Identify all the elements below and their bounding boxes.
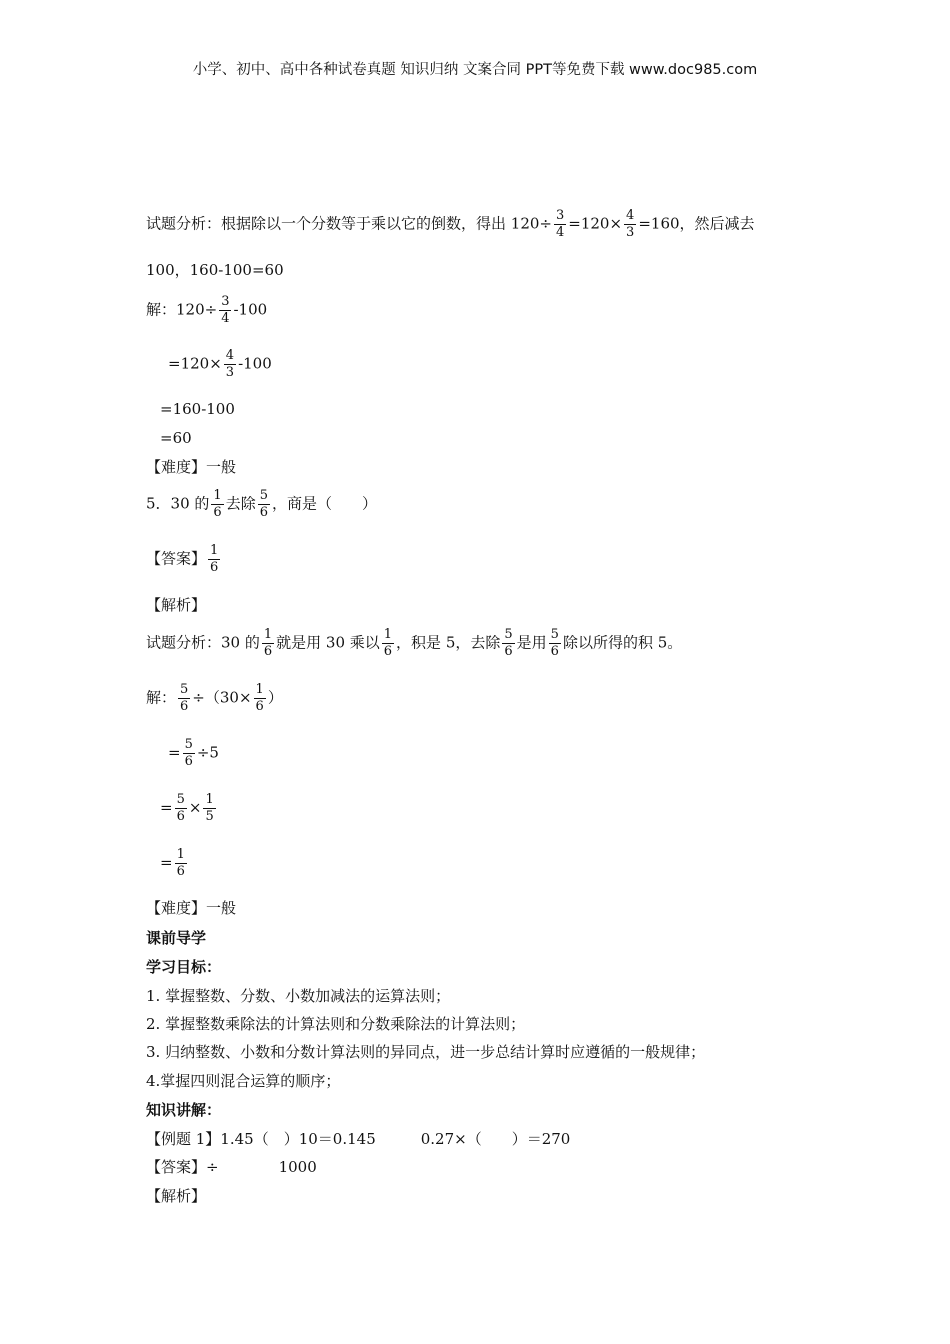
text: 就是用 30 乘以: [276, 633, 380, 652]
fraction: [224, 348, 236, 381]
numerator: 5: [176, 792, 185, 807]
knowledge-title: 知识讲解：: [146, 1101, 222, 1119]
section-title: 课前导学: [146, 929, 207, 947]
text: 去除: [225, 494, 256, 513]
page-header: 小学、初中、高中各种试卷真题 知识归纳 文案合同 PPT等免费下载 www.doc985.com: [192, 62, 758, 78]
solution-2-line-1: [146, 682, 283, 715]
solution-line-4: =60: [160, 429, 192, 447]
numerator: 4: [225, 348, 235, 363]
text: 试题分析：根据除以一个分数等于乘以它的倒数，得出 120÷: [146, 214, 552, 233]
denominator: 6: [176, 809, 185, 824]
fraction: [208, 543, 220, 576]
fraction: [219, 294, 231, 327]
numerator: 3: [221, 294, 230, 309]
text: 试题分析：30 的: [146, 633, 260, 652]
numerator: 1: [205, 792, 214, 807]
numerator: 1: [176, 847, 185, 862]
denominator: 6: [263, 644, 273, 659]
denominator: 6: [184, 754, 193, 769]
denominator: 5: [205, 809, 214, 824]
fraction: [183, 737, 195, 770]
text: =120×: [168, 354, 222, 373]
text: 【答案】: [146, 549, 207, 568]
numerator: 1: [210, 543, 219, 558]
numerator: 5: [180, 682, 189, 697]
fraction: [262, 627, 274, 660]
text: =: [160, 853, 173, 872]
numerator: 1: [383, 627, 393, 642]
difficulty-1: 【难度】一般: [146, 458, 237, 476]
denominator: 6: [504, 644, 513, 659]
solution-line-3: =160-100: [160, 400, 235, 418]
fraction: [203, 792, 215, 825]
denominator: 3: [626, 225, 635, 240]
numerator: 4: [626, 208, 635, 223]
numerator: 5: [259, 488, 268, 503]
denominator: 4: [555, 225, 565, 240]
text: =120×: [568, 214, 623, 233]
solution-line-2: [168, 348, 272, 381]
solution-2-line-4: [160, 847, 189, 880]
denominator: 6: [383, 644, 393, 659]
text: 解：120÷: [146, 300, 218, 319]
denominator: 6: [213, 505, 222, 520]
text: =: [168, 743, 181, 762]
fraction: [254, 682, 266, 715]
text: ÷5: [196, 743, 219, 762]
fraction: [175, 792, 187, 825]
numerator: 5: [504, 627, 513, 642]
solution-2-line-2: [168, 737, 219, 770]
denominator: 6: [180, 699, 189, 714]
text: ，商是（ ）: [271, 494, 377, 513]
fraction: [211, 488, 223, 521]
numerator: 3: [555, 208, 565, 223]
text: =: [160, 798, 173, 817]
analysis-line-2: 100，160-100=60: [146, 261, 284, 279]
denominator: 6: [259, 505, 268, 520]
text: 是用: [516, 633, 547, 652]
numerator: 1: [263, 627, 273, 642]
analysis-2: [146, 627, 682, 660]
answer-example-1: 【答案】÷ 1000: [146, 1158, 317, 1176]
fraction: [624, 208, 636, 241]
numerator: 1: [213, 488, 222, 503]
denominator: 6: [210, 560, 219, 575]
text: 5．30 的: [146, 494, 210, 513]
text: 解：: [146, 688, 177, 707]
jiexi-example-1: 【解析】: [146, 1187, 207, 1205]
text: ，积是 5，去除: [396, 633, 501, 652]
fraction: [554, 208, 566, 241]
goals-title: 学习目标：: [146, 958, 222, 976]
fraction: [549, 627, 561, 660]
text: -100: [238, 354, 272, 373]
text: =160，然后减去: [638, 214, 755, 233]
fraction: [258, 488, 270, 521]
answer-5: [146, 543, 222, 576]
solution-2-line-3: [160, 792, 218, 825]
denominator: 6: [550, 644, 559, 659]
solution-line-1: [146, 294, 267, 327]
fraction: [382, 627, 394, 660]
text: 除以所得的积 5。: [562, 633, 683, 652]
example-1: 【例题 1】1.45（ ）10＝0.145 0.27×（ ）＝270: [146, 1130, 571, 1148]
fraction: [178, 682, 190, 715]
goal-4: 4.掌握四则混合运算的顺序；: [146, 1072, 341, 1090]
goal-2: 2. 掌握整数乘除法的计算法则和分数乘除法的计算法则；: [146, 1015, 526, 1033]
fraction: [175, 847, 187, 880]
text: ）: [267, 688, 283, 707]
jiexi-5: 【解析】: [146, 596, 207, 614]
text: -100: [233, 300, 268, 319]
goal-1: 1. 掌握整数、分数、小数加减法的运算法则；: [146, 987, 451, 1005]
denominator: 6: [176, 864, 185, 879]
question-5: [146, 488, 377, 521]
numerator: 5: [550, 627, 559, 642]
goal-3: 3. 归纳整数、小数和分数计算法则的异同点，进一步总结计算时应遵循的一般规律；: [146, 1043, 706, 1061]
difficulty-2: 【难度】一般: [146, 899, 237, 917]
denominator: 3: [225, 365, 235, 380]
numerator: 1: [255, 682, 264, 697]
denominator: 6: [255, 699, 264, 714]
text: ×: [188, 798, 202, 817]
denominator: 4: [221, 311, 230, 326]
fraction: [502, 627, 514, 660]
analysis-line-1: [146, 208, 755, 241]
numerator: 5: [184, 737, 193, 752]
text: ÷（30×: [192, 688, 252, 707]
